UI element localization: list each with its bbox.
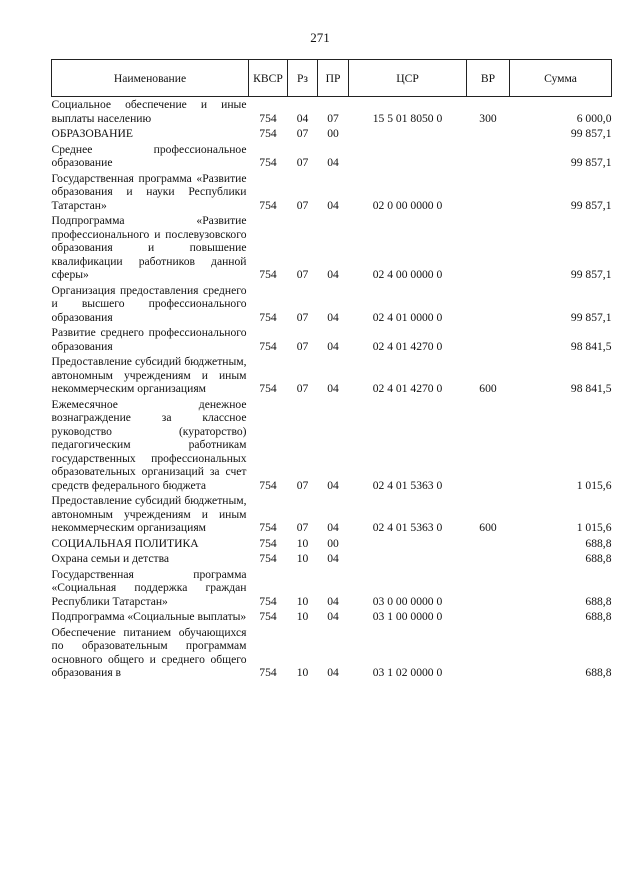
cell-sum: 99 857,1 (570, 156, 612, 169)
cell-sum: 1 015,6 (576, 521, 612, 534)
cell-csr: 03 0 00 0000 0 (372, 594, 443, 608)
cell-vr (467, 325, 510, 354)
table-row (52, 567, 612, 610)
cell-kvsr: 754 (259, 521, 277, 534)
cell-name: Подпрограмма «Развитие профессионального и послевузовского образования и повышение квалификации работников данной сферы» (51, 214, 247, 281)
cell-name: Охрана семьи и детства (51, 552, 170, 565)
cell-kvsr: 754 (259, 198, 277, 212)
cell-rz: 07 (296, 268, 309, 281)
cell-sum: 1 015,6 (576, 478, 612, 492)
cell-pr: 07 (327, 111, 339, 125)
cell-pr: 04 (327, 521, 339, 534)
cell-sum: 99 857,1 (570, 198, 612, 212)
cell-vr: 600 (479, 521, 497, 534)
cell-vr (467, 213, 510, 283)
cell-sum: 99 857,1 (570, 127, 612, 140)
cell-rz: 10 (296, 666, 309, 679)
cell-rz: 07 (296, 382, 309, 395)
cell-kvsr: 754 (259, 310, 277, 324)
cell-name: Предоставление субсидий бюджетным, автономным учреждениям и иным некоммерческим организациям (51, 494, 247, 534)
cell-name: Обеспечение питанием обучающихся по образовательным программам основного общего и среднего общего образования в (51, 625, 247, 679)
cell-sum: 98 841,5 (570, 382, 612, 395)
cell-vr: 300 (479, 111, 497, 125)
cell-csr: 02 4 01 5363 0 (372, 521, 443, 534)
table-row (52, 97, 612, 127)
cell-kvsr: 754 (259, 478, 277, 492)
cell-name: Ежемесячное денежное вознаграждение за классное руководство (кураторство) педагогическим работникам государственных профессиональных образовательных организаций за счет средств федерального бюджета (51, 397, 247, 492)
table-row (52, 493, 612, 536)
cell-kvsr: 754 (259, 610, 277, 623)
cell-sum: 688,8 (585, 666, 612, 679)
cell-kvsr: 754 (259, 111, 277, 125)
cell-rz: 07 (296, 198, 309, 212)
cell-pr: 04 (327, 310, 339, 324)
cell-name: ОБРАЗОВАНИЕ (51, 127, 133, 140)
cell-name: Организация предоставления среднего и высшего профессионального образования (51, 283, 247, 324)
cell-rz: 07 (296, 127, 309, 140)
cell-name: СОЦИАЛЬНАЯ ПОЛИТИКА (51, 536, 199, 550)
table-row (52, 536, 612, 552)
cell-kvsr: 754 (259, 552, 277, 565)
cell-rz: 10 (296, 610, 309, 623)
cell-csr: 02 4 01 5363 0 (372, 478, 443, 492)
cell-vr (467, 283, 510, 326)
cell-name: Среднее профессиональное образование (51, 142, 247, 169)
cell-vr (467, 551, 510, 567)
cell-kvsr: 754 (259, 127, 277, 140)
cell-sum: 688,8 (585, 536, 612, 550)
cell-pr: 04 (327, 666, 339, 679)
cell-pr: 04 (327, 382, 339, 395)
cell-pr: 04 (327, 552, 339, 565)
cell-vr (467, 126, 510, 142)
cell-sum: 688,8 (585, 552, 612, 565)
cell-vr (467, 536, 510, 552)
cell-name: Подпрограмма «Социальные выплаты» (51, 610, 247, 623)
header-rz: Рз (288, 60, 318, 97)
cell-kvsr: 754 (259, 382, 277, 395)
cell-sum: 98 841,5 (570, 339, 612, 353)
cell-kvsr: 754 (259, 594, 277, 608)
cell-sum: 688,8 (585, 594, 612, 608)
cell-csr (349, 536, 467, 552)
cell-csr (349, 126, 467, 142)
cell-rz: 10 (296, 536, 309, 550)
cell-rz: 07 (296, 521, 309, 534)
cell-rz: 07 (296, 310, 309, 324)
cell-pr: 04 (327, 594, 339, 608)
cell-pr: 04 (327, 610, 339, 623)
cell-csr: 03 1 00 0000 0 (372, 610, 443, 623)
cell-kvsr: 754 (259, 339, 277, 353)
cell-kvsr: 754 (259, 156, 277, 169)
table-row (52, 126, 612, 142)
cell-csr: 02 0 00 0000 0 (372, 198, 443, 212)
cell-vr (467, 397, 510, 494)
cell-pr: 04 (327, 268, 339, 281)
cell-pr: 00 (327, 127, 339, 140)
cell-csr: 02 4 01 4270 0 (372, 339, 443, 353)
cell-csr (349, 551, 467, 567)
cell-pr: 04 (327, 478, 339, 492)
cell-name: Государственная программа «Социальная поддержка граждан Республики Татарстан» (51, 567, 247, 608)
cell-name: Государственная программа «Развитие образования и науки Республики Татарстан» (51, 171, 247, 212)
header-sum: Сумма (510, 60, 612, 97)
table-body (52, 97, 612, 681)
cell-rz: 10 (296, 594, 309, 608)
cell-rz: 04 (296, 111, 309, 125)
table-row (52, 171, 612, 214)
cell-pr: 04 (327, 198, 339, 212)
cell-csr (349, 142, 467, 171)
table-row (52, 625, 612, 681)
cell-name: Предоставление субсидий бюджетным, автономным учреждениям и иным некоммерческим организациям (51, 355, 247, 395)
cell-name: Развитие среднего профессионального образования (51, 326, 247, 353)
cell-rz: 10 (296, 552, 309, 565)
cell-sum: 99 857,1 (570, 310, 612, 324)
budget-table (51, 59, 612, 681)
table-row (52, 325, 612, 354)
cell-kvsr: 754 (259, 666, 277, 679)
cell-sum: 99 857,1 (570, 268, 612, 281)
table-row (52, 213, 612, 283)
table-row (52, 142, 612, 171)
page-number: 271 (310, 30, 330, 45)
table-row (52, 397, 612, 494)
table-row (52, 283, 612, 326)
table-row (52, 551, 612, 567)
cell-vr: 600 (479, 382, 497, 395)
cell-kvsr: 754 (259, 536, 277, 550)
cell-vr (467, 625, 510, 681)
cell-csr: 02 4 00 0000 0 (372, 268, 443, 281)
cell-pr: 04 (327, 156, 339, 169)
header-kvsr: КВСР (249, 60, 288, 97)
cell-name: Социальное обеспечение и иные выплаты населению (51, 98, 247, 125)
cell-csr: 15 5 01 8050 0 (372, 111, 443, 125)
table-row (52, 609, 612, 625)
table-row (52, 354, 612, 397)
cell-sum: 688,8 (585, 610, 612, 623)
header-csr: ЦСР (349, 60, 467, 97)
cell-pr: 04 (327, 339, 339, 353)
header-name: Наименование (52, 60, 249, 97)
cell-rz: 07 (296, 478, 309, 492)
cell-kvsr: 754 (259, 268, 277, 281)
cell-vr (467, 609, 510, 625)
cell-csr: 03 1 02 0000 0 (372, 666, 443, 679)
cell-vr (467, 171, 510, 214)
cell-csr: 02 4 01 0000 0 (372, 310, 443, 324)
cell-pr: 00 (327, 536, 339, 550)
header-pr: ПР (318, 60, 349, 97)
cell-vr (467, 567, 510, 610)
cell-sum: 6 000,0 (576, 111, 612, 125)
table-header (52, 60, 612, 97)
header-vr: ВР (467, 60, 510, 97)
cell-rz: 07 (296, 156, 309, 169)
cell-rz: 07 (296, 339, 309, 353)
cell-vr (467, 142, 510, 171)
cell-csr: 02 4 01 4270 0 (372, 382, 443, 395)
